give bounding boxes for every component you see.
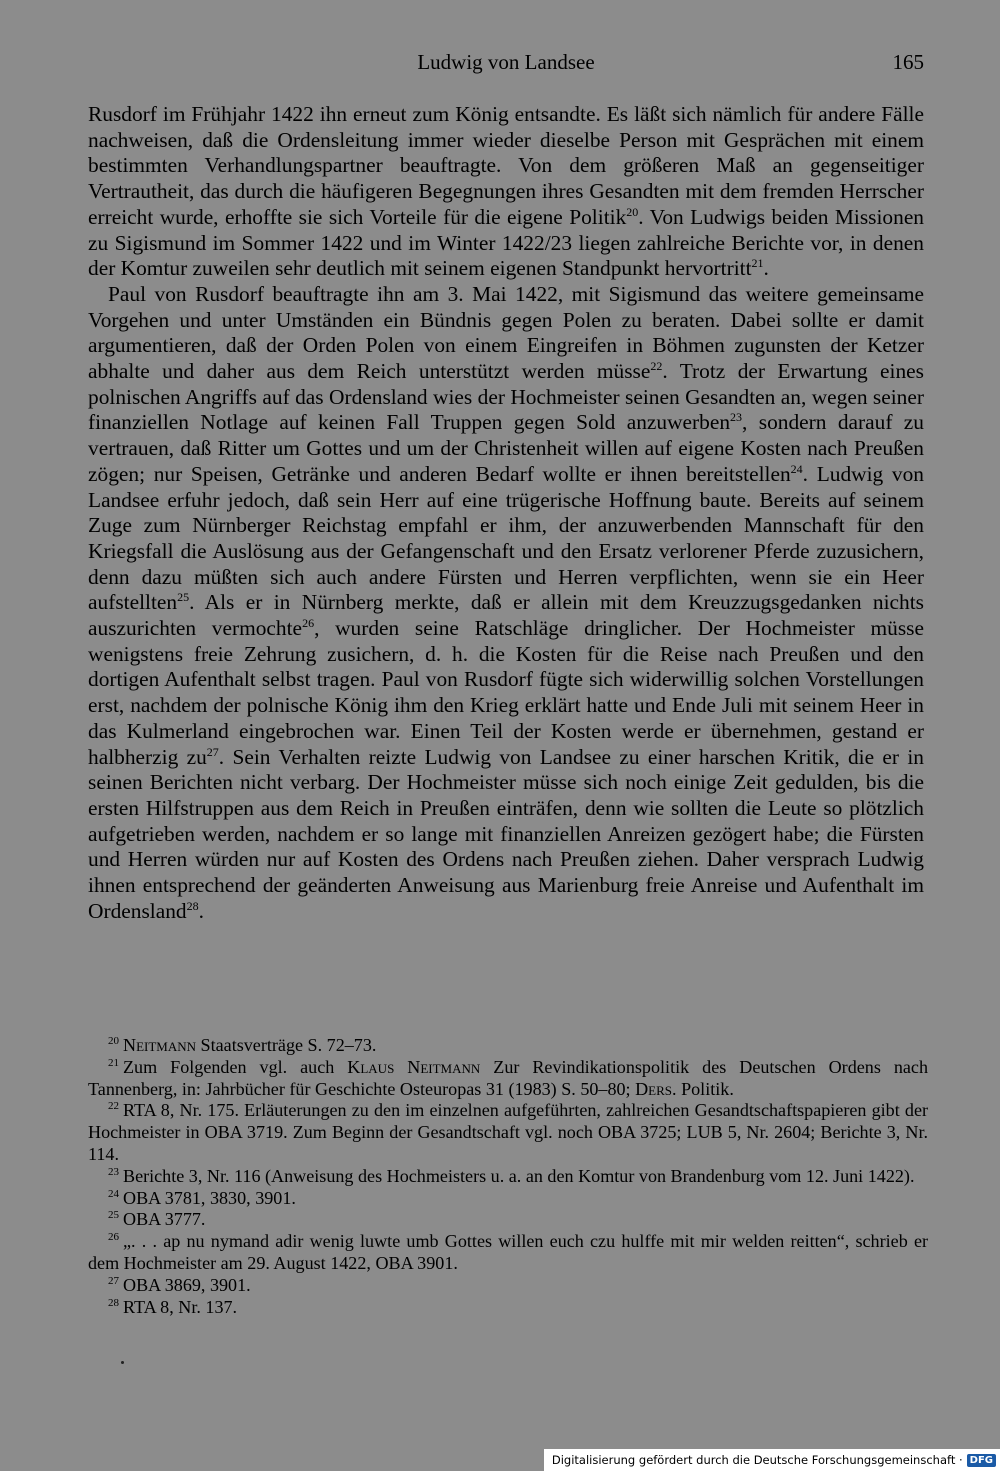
main-text xyxy=(88,102,924,925)
text-run: Paul von Rusdorf beauftragte ihn am 3. Mai 1422, mit Sigismund das weitere gemeinsame Vorgehen und unter Umständen ein Bündnis gegen Polen zu beraten. Dabei sollte er damit argumentieren, daß der Orden Polen von einem Eingreifen in Böhmen zugunsten der Ketzer abhalte und daher aus dem Reich unterstützt werden müsse xyxy=(88,281,924,384)
text-run: . Sein Verhalten reizte Ludwig von Landsee zu einer harschen Kritik, die er in seinen Berichten nicht verbarg. Der Hochmeister müsse sich noch einige Zeit gedulden, bis die ersten Hilfstruppen aus dem Reich in Preußen einträfen, denn wie sollten die Leute so plötzlich aufgetrieben werden, nachdem er so lange mit finanziellen Anreizen gezögert habe; die Fürsten und Herren würden nur auf Kosten des Ordens nach Preußen ziehen. Daher versprach Ludwig ihnen entsprechend der geänderten Anweisung aus Marienburg freie Anreise und Aufenthalt im Ordensland xyxy=(88,744,924,923)
footnote-number: 24 xyxy=(108,1187,119,1200)
footnotes-section xyxy=(88,1035,928,1318)
author-name: Neitmann xyxy=(123,1035,197,1055)
footnote-number: 21 xyxy=(108,1056,119,1069)
funding-banner xyxy=(544,1449,1000,1471)
paragraph-1 xyxy=(88,102,924,282)
footnote-text: Politik. xyxy=(676,1078,734,1099)
footnote-ref[interactable]: 28 xyxy=(186,898,199,913)
stray-mark xyxy=(121,1361,124,1364)
footnote-28 xyxy=(88,1297,928,1319)
footnote-23 xyxy=(88,1166,928,1188)
footnote-text: Zum Folgenden vgl. auch xyxy=(123,1056,348,1077)
footnote-ref[interactable]: 21 xyxy=(751,256,764,271)
footnote-22 xyxy=(88,1100,928,1165)
footnote-number: 22 xyxy=(108,1100,119,1113)
footnote-ref[interactable]: 24 xyxy=(790,461,803,476)
footnote-text: Staatsverträge S. 72–73. xyxy=(196,1035,377,1055)
footnote-ref[interactable]: 22 xyxy=(650,358,663,373)
footnote-ref[interactable]: 20 xyxy=(626,204,639,219)
author-name: Ders. xyxy=(635,1078,677,1099)
footnote-text: OBA 3781, 3830, 3901. xyxy=(123,1187,296,1208)
footnote-number: 27 xyxy=(108,1274,119,1287)
text-run: , wurden seine Ratschläge dringlicher. Der Hochmeister müsse wenigstens freie Zehrung zusichern, d. h. die Kosten für die Reise nach Preußen und den dortigen Aufenthalt selbst tragen. Paul von Rusdorf fügte sich widerwillig solchen Vorstellungen erst, nachdem der polnische König ihm den Krieg erklärt hatte und Ende Juli mit seinem Heer in das Kulmerland eingebrochen war. Einen Teil der Kosten werde er übernehmen, gestand er halbherzig zu xyxy=(88,616,925,769)
footnote-20 xyxy=(88,1035,928,1057)
running-title: Ludwig von Landsee xyxy=(417,50,595,74)
text-run: . xyxy=(198,898,204,923)
text-run: Rusdorf im Frühjahr 1422 ihn erneut zum König entsandte. Es läßt sich nämlich für andere Fälle nachweisen, daß die Ordensleitung immer wieder dieselbe Person mit Gesprächen mit einem bestimmten Verhandlungspartner beauftragte. Von dem größeren Maß an gegenseitiger Vertrautheit, das durch die häufigeren Begegnungen ihres Gesandten mit dem fremden Herrscher erreicht wurde, erhoffte sie sich Vorteile für die eigene Politik xyxy=(88,102,924,229)
footnote-21 xyxy=(88,1057,928,1101)
footnote-text: „. . . ap nu nymand adir wenig luwte umb Gottes willen euch czu hulffe mit mir welden reitten“, schrieb er dem Hochmeister am 29. August 1422, OBA 3901. xyxy=(88,1231,928,1273)
footnote-number: 26 xyxy=(108,1231,119,1244)
footnote-24 xyxy=(88,1188,928,1210)
footnote-text: OBA 3777. xyxy=(123,1209,206,1230)
footnote-ref[interactable]: 27 xyxy=(206,744,219,759)
text-run: . Als er in Nürnberg merkte, daß er allein mit dem Kreuzzugsgedanken nichts auszurichten vermochte xyxy=(88,590,924,641)
footnote-number: 20 xyxy=(108,1034,119,1047)
footnote-27 xyxy=(88,1275,928,1297)
footnote-number: 28 xyxy=(108,1296,119,1309)
funding-text: Digitalisierung gefördert durch die Deutsche Forschungsgemeinschaft · xyxy=(551,1453,963,1467)
footnote-ref[interactable]: 23 xyxy=(730,410,743,425)
footnote-number: 23 xyxy=(108,1165,119,1178)
author-name: Klaus Neitmann xyxy=(347,1056,481,1077)
footnote-25 xyxy=(88,1209,928,1231)
text-run: . Ludwig von Landsee erfuhr jedoch, daß sein Herr auf eine trügerische Hoffnung baute. Bereits auf seinem Zuge zum Nürnberger Reichstag empfahl er ihm, der anzuwerbenden Mannschaft für den Kriegsfall die Auslösung aus der Gefangenschaft und den Ersatz verlorener Pferde zuzusichern, denn dazu müßten sich auch andere Fürsten und Herren verpflichten, wenn sie ein Heer aufstellten xyxy=(88,461,924,615)
footnote-text: RTA 8, Nr. 137. xyxy=(123,1296,238,1317)
footnote-26 xyxy=(88,1231,928,1275)
footnote-ref[interactable]: 25 xyxy=(177,590,190,605)
paragraph-2 xyxy=(88,282,924,925)
footnote-text: Zur Revindikationspolitik des Deutschen Ordens nach Tannenberg, in: Jahrbücher für Geschichte Osteuropas 31 (1983) S. 50–80; xyxy=(88,1056,928,1099)
text-run: . xyxy=(763,256,769,281)
footnote-ref[interactable]: 26 xyxy=(302,615,315,630)
footnote-text: RTA 8, Nr. 175. Erläuterungen zu den im einzelnen aufgeführten, zahlreichen Gesandtschaftspapieren gibt der Hochmeister in OBA 3719. Zum Beginn der Gesandtschaft vgl. noch OBA 3725; LUB 5, Nr. 2604; Berichte 3, Nr. 114. xyxy=(88,1100,928,1164)
text-run: , sondern darauf zu vertrauen, daß Ritter um Gottes und um der Christenheit willen auf eigene Kosten nach Preußen zögen; nur Speisen, Getränke und anderen Bedarf wollte er ihnen bereitstellen xyxy=(88,410,924,486)
page-number: 165 xyxy=(892,50,924,74)
footnote-number: 25 xyxy=(108,1209,119,1222)
running-header xyxy=(88,50,924,80)
footnote-text: Berichte 3, Nr. 116 (Anweisung des Hochmeisters u. a. an den Komtur von Brandenburg vom 12. Juni 1422). xyxy=(123,1165,915,1186)
footnote-text: OBA 3869, 3901. xyxy=(123,1274,251,1295)
text-run: . Trotz der Erwartung eines polnischen Angriffs auf das Ordensland wies der Hochmeister seinen Gesandten an, wegen seiner finanziellen Notlage auf keinen Fall Truppen gegen Sold anzuwerben xyxy=(88,359,925,435)
dfg-logo-icon: DFG xyxy=(967,1454,996,1467)
text-run: . Von Ludwigs beiden Missionen zu Sigismund im Sommer 1422 und im Winter 1422/23 liegen zahlreiche Berichte vor, in denen der Komtur zuweilen sehr deutlich mit seinem eigenen Standpunkt hervortritt xyxy=(88,204,925,281)
